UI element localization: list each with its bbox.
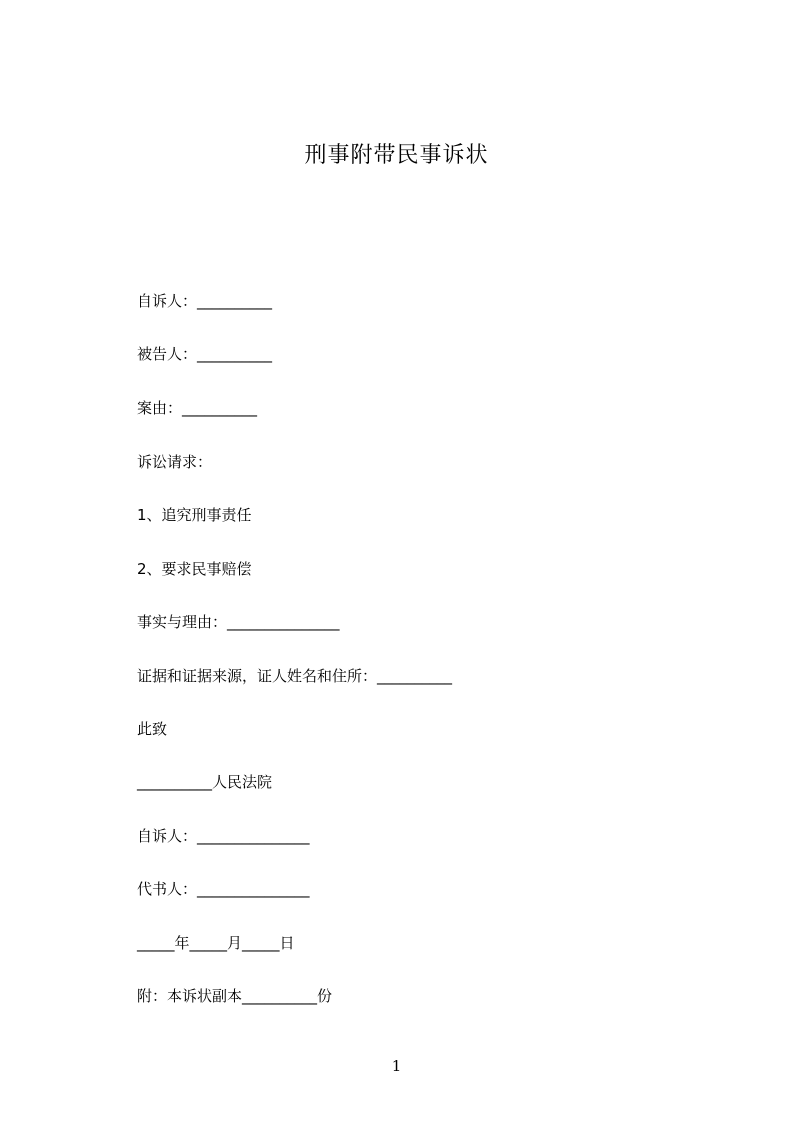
page-number: 1: [391, 1057, 402, 1075]
salutation-line: 此致: [137, 720, 168, 738]
court-line: __________人民法院: [137, 773, 273, 791]
evidence-line: 证据和证据来源，证人姓名和住所：__________: [137, 667, 453, 685]
plaintiff-line: 自诉人：__________: [137, 292, 273, 310]
facts-and-reasons-line: 事实与理由：_______________: [137, 613, 340, 631]
case-cause-line: 案由：__________: [137, 399, 258, 417]
claim-item-1: 1、追究刑事责任: [137, 506, 252, 524]
attachment-line: 附：本诉状副本__________份: [137, 987, 333, 1005]
claims-heading: 诉讼请求：: [137, 453, 213, 471]
defendant-line: 被告人：__________: [137, 345, 273, 363]
plaintiff-signature-line: 自诉人：_______________: [137, 827, 310, 845]
claim-item-2: 2、要求民事赔偿: [137, 560, 252, 578]
date-line: _____年_____月_____日: [137, 934, 295, 952]
scribe-signature-line: 代书人：_______________: [137, 880, 310, 898]
document-title: 刑事附带民事诉状: [304, 143, 489, 168]
